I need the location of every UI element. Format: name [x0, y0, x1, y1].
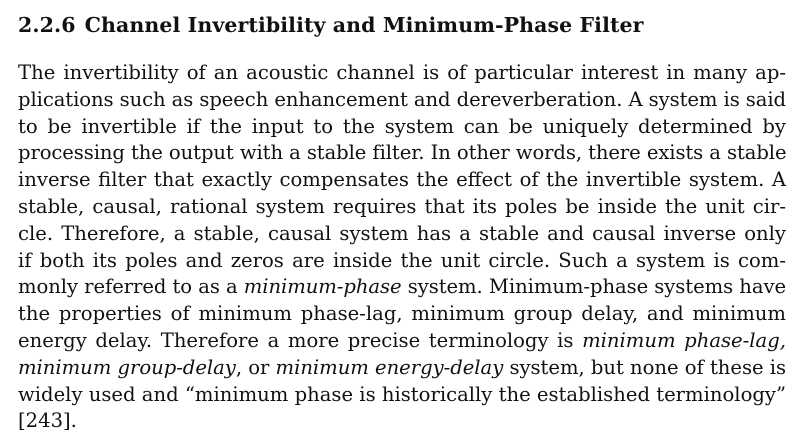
paragraph-line-9 — [18, 274, 786, 301]
line-12-text-middle: , or — [235, 355, 276, 379]
paragraph-line-12 — [18, 355, 786, 382]
section-number: 2.2.6 — [18, 13, 76, 37]
term-minimum-energy-delay: minimum energy-delay — [275, 355, 504, 379]
citation-243: [243]. — [18, 409, 77, 433]
line-9-text-after: system. Minimum-phase systems have — [401, 275, 787, 299]
paragraph-line-2: plications such as speech enhancement and dereverberation. A system is said — [18, 87, 786, 111]
section-heading — [18, 10, 786, 40]
paragraph-line-8: if both its poles and zeros are inside the unit circle. Such a system is com- — [18, 248, 786, 272]
term-minimum-phase-lag: minimum phase-lag, — [582, 328, 786, 352]
paragraph-line-6: stable, causal, rational system requires that its poles be inside the unit cir- — [18, 194, 786, 218]
section-title: Channel Invertibility and Minimum-Phase Filter — [84, 13, 644, 37]
paragraph-line-4: processing the output with a stable filter. In other words, there exists a stable — [18, 141, 787, 165]
paragraph-line-7: cle. Therefore, a stable, causal system has a stable and causal inverse only — [18, 221, 786, 245]
paragraph-line-13: widely used and “minimum phase is historically the established terminology” — [18, 382, 786, 406]
page — [18, 0, 786, 435]
body-paragraph — [18, 60, 786, 435]
paragraph-line-1: The invertibility of an acoustic channel is of particular interest in many ap- — [18, 61, 786, 84]
line-9-text-before: monly referred to as a — [18, 275, 244, 299]
paragraph-line-11 — [18, 328, 786, 355]
line-11-text-before: energy delay. Therefore a more precise terminology is — [18, 328, 583, 352]
paragraph-line-10: the properties of minimum phase-lag, minimum group delay, and minimum — [18, 302, 786, 326]
paragraph-line-5: inverse filter that exactly compensates the effect of the invertible system. A — [18, 168, 786, 192]
line-12-text-after: system, but none of these is — [503, 355, 786, 379]
paragraph-line-3: to be invertible if the input to the system can be uniquely determined by — [18, 114, 786, 138]
term-minimum-group-delay: minimum group-delay — [18, 355, 236, 379]
term-minimum-phase: minimum-phase — [243, 275, 402, 299]
